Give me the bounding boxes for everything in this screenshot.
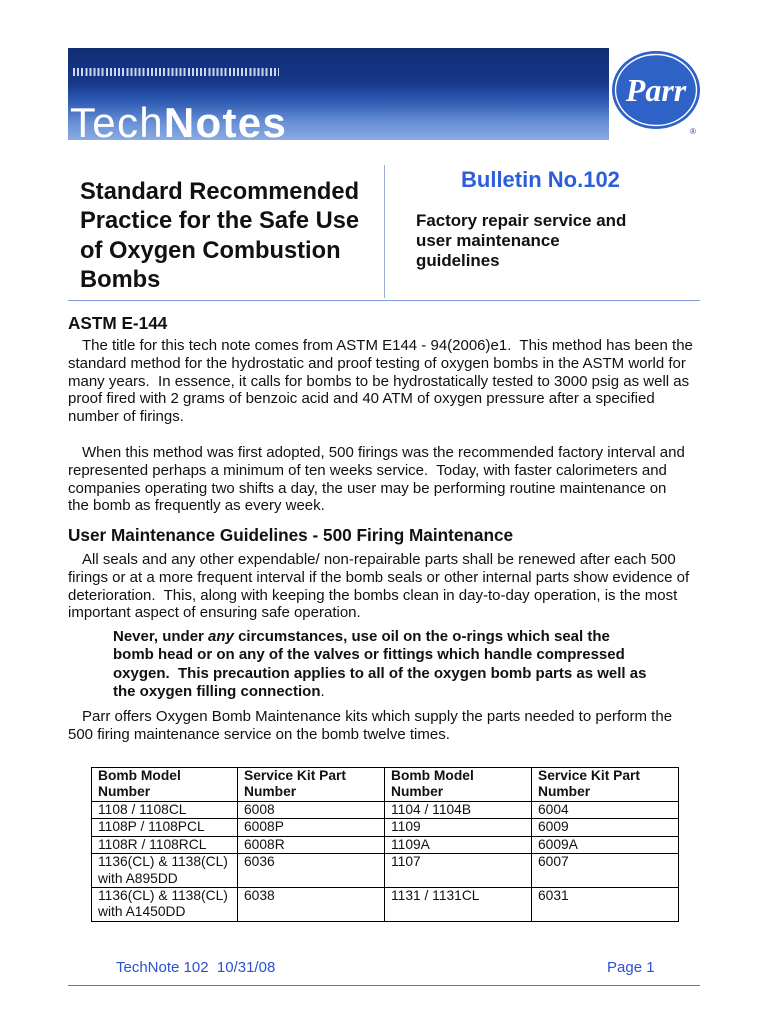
paragraph-line: important aspect of ensuring safe operation. <box>68 604 361 622</box>
subtitle-line: guidelines <box>416 251 500 270</box>
registered-mark: ® <box>690 127 696 136</box>
cell-line: 1131 / 1131CL <box>391 888 480 904</box>
paragraph-line: All seals and any other expendable/ non-repairable parts shall be renewed after each 500 <box>82 551 676 568</box>
paragraph-line: firings or at a more frequent interval if the bomb seals or other internal parts show evidence of <box>68 568 690 586</box>
warning-text: the oxygen filling connection <box>113 682 321 700</box>
document-title <box>80 178 359 296</box>
title-divider <box>384 165 385 298</box>
cell-line: 1136(CL) & 1138(CL) <box>98 888 228 904</box>
header-cell <box>92 768 238 802</box>
table-cell <box>385 802 532 819</box>
table-cell <box>238 854 385 888</box>
cell-line: 1136(CL) & 1138(CL) <box>98 854 228 870</box>
footer-doc-id: TechNote 102 10/31/08 <box>116 959 276 976</box>
paragraph-astm-2 <box>68 444 685 515</box>
table-row <box>92 854 679 888</box>
header-line: Service Kit Part <box>538 768 640 783</box>
paragraph-line: proof fired with 2 grams of benzoic acid and 40 ATM of oxygen pressure after a specified <box>68 390 655 408</box>
paragraph-line: represented perhaps a minimum of ten weeks service. Today, with faster calorimeters and <box>68 461 667 479</box>
warning-period: . <box>320 682 325 700</box>
header-rule <box>68 300 700 301</box>
header-cell <box>532 768 679 802</box>
title-line: Standard Recommended <box>80 179 360 205</box>
subtitle-line: Factory repair service and <box>416 211 627 230</box>
cell-line: 6008P <box>244 819 284 835</box>
table-cell <box>238 888 385 922</box>
warning-line <box>113 628 646 646</box>
table-cell <box>92 802 238 819</box>
table-row <box>92 819 679 836</box>
table-cell <box>385 819 532 836</box>
header-cell <box>238 768 385 802</box>
service-kit-table <box>91 767 679 922</box>
header-line: Service Kit Part <box>244 768 346 783</box>
paragraph-line: Parr offers Oxygen Bomb Maintenance kits which supply the parts needed to perform the <box>82 708 673 725</box>
paragraph-maintenance-2 <box>68 708 672 744</box>
table-cell <box>532 836 679 853</box>
header-line: Bomb Model <box>391 768 474 783</box>
parr-logo <box>611 50 701 138</box>
technotes-wordmark <box>70 98 287 140</box>
table-cell <box>92 819 238 836</box>
table-cell <box>92 888 238 922</box>
cell-line: 1108 / 1108CL <box>98 802 187 817</box>
brand-notes-text: Notes <box>163 99 288 140</box>
technotes-banner <box>68 48 609 140</box>
header-line: Number <box>391 784 444 800</box>
paragraph-line: many years. In essence, it calls for bombs to be hydrostatically tested to 3000 psig as well as <box>68 372 690 390</box>
paragraph-line: When this method was first adopted, 500 firings was the recommended factory interval and <box>82 444 685 461</box>
table-cell <box>238 802 385 819</box>
table-cell <box>238 836 385 853</box>
paragraph-line: 500 firing maintenance service on the bomb twelve times. <box>68 725 450 743</box>
warning-text: Never, under <box>113 628 209 645</box>
warning-line: bomb head or on any of the valves or fittings which handle compressed <box>113 646 625 664</box>
cell-line: with A1450DD <box>98 904 186 920</box>
cell-line: 1109 <box>391 819 421 835</box>
warning-emphasis: any <box>208 628 234 645</box>
paragraph-line: the bomb as frequently as every week. <box>68 497 325 515</box>
cell-line: 1104 / 1104B <box>391 802 472 817</box>
table-cell <box>238 819 385 836</box>
section-heading-maintenance: User Maintenance Guidelines - 500 Firing Maintenance <box>68 525 514 545</box>
paragraph-line: deterioration. This, along with keeping the bombs clean in day-to-day operation, is the most <box>68 586 678 604</box>
table-cell <box>385 836 532 853</box>
cell-line: 6038 <box>244 888 275 904</box>
oil-warning <box>113 628 646 701</box>
table-cell <box>385 854 532 888</box>
warning-line: oxygen. This precaution applies to all of the oxygen bomb parts as well as <box>113 664 647 682</box>
cell-line: 6036 <box>244 854 275 870</box>
barcode-decoration <box>73 68 279 76</box>
table-cell <box>385 888 532 922</box>
cell-line: 6031 <box>538 888 569 904</box>
table-cell <box>92 854 238 888</box>
cell-line: 1108P / 1108PCL <box>98 819 205 835</box>
cell-line: 1108R / 1108RCL <box>98 836 207 852</box>
bulletin-number: Bulletin No.102 <box>461 167 620 192</box>
table-cell <box>532 888 679 922</box>
table-cell <box>532 802 679 819</box>
title-line: Practice for the Safe Use <box>80 208 360 235</box>
header-cell <box>385 768 532 802</box>
paragraph-astm-1 <box>68 337 693 426</box>
header-line: Number <box>98 784 151 800</box>
title-line: of Oxygen Combustion <box>80 237 341 264</box>
cell-line: 6007 <box>538 854 569 870</box>
header-line: Bomb Model <box>98 768 181 783</box>
cell-line: 6004 <box>538 802 569 817</box>
paragraph-line: companies operating two shifts a day, the user may be performing routine maintenance on <box>68 479 667 497</box>
title-line: Bombs <box>80 267 161 294</box>
table-row <box>92 888 679 922</box>
paragraph-line: standard method for the hydrostatic and proof testing of oxygen bombs in the ASTM world for <box>68 354 686 372</box>
warning-text: circumstances, use oil on the o-rings which seal the <box>233 628 610 645</box>
table-cell <box>532 854 679 888</box>
cell-line: 6008R <box>244 836 285 852</box>
subtitle-line: user maintenance <box>416 231 560 250</box>
bulletin-subtitle <box>416 211 626 271</box>
cell-line: 1107 <box>391 854 421 870</box>
brand-tech-text: Tech <box>70 99 164 140</box>
paragraph-maintenance-1 <box>68 551 689 622</box>
header-line: Number <box>538 784 591 800</box>
cell-line: 6009 <box>538 819 569 835</box>
table-row <box>92 836 679 853</box>
section-heading-astm: ASTM E-144 <box>68 313 168 333</box>
logo-text: Parr <box>625 72 687 108</box>
warning-line <box>113 683 646 701</box>
table-cell <box>532 819 679 836</box>
cell-line: 1109A <box>391 836 430 852</box>
table-header-row <box>92 768 679 802</box>
paragraph-line: number of firings. <box>68 408 184 426</box>
footer-rule <box>68 985 700 986</box>
cell-line: 6009A <box>538 836 578 852</box>
header-line: Number <box>244 784 297 800</box>
paragraph-line: The title for this tech note comes from ASTM E144 - 94(2006)e1. This method has been the <box>82 337 693 354</box>
table-cell <box>92 836 238 853</box>
table-row <box>92 802 679 819</box>
footer-page-number: Page 1 <box>607 959 655 976</box>
cell-line: 6008 <box>244 802 275 817</box>
cell-line: with A895DD <box>98 870 178 886</box>
